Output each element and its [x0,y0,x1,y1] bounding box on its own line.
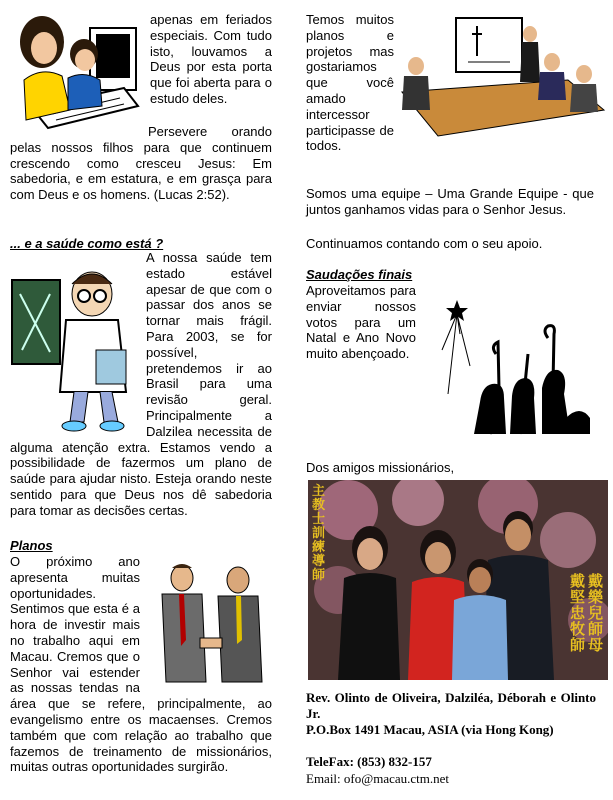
plans-float-spacer [140,554,272,684]
contact-email[interactable]: Email: ofo@macau.ctm.net [306,771,450,786]
intro-paragraph-1: apenas em feriados especiais. Com tudo isto, louvamos a Deus por esta porta que foi aberta para o estudo deles. [150,12,272,106]
greetings-paragraph: Aproveitamos para enviar nossos votos para um Natal e Ano Novo muito abençoado. [306,283,416,362]
contact-pobox: P.O.Box 1491 Macau, ASIA (via Hong Kong) [306,722,554,737]
intro-paragraph-2: Persevere orando pelas nossos filhos para que continuem crescendo como cresceu Jesus: Em sabedoria, e em estatura, e em grasça para com Deus e os homens. (Lucas 2:52). [10,124,272,203]
photo-caption-left: 主教士訓練導師 [312,483,326,582]
health-paragraph [10,250,272,519]
health-heading: ... e a saúde como está ? [10,236,164,251]
health-text: A nossa saúde tem estado estável apesar de que com o passar dos anos se tornar mais frágil. Para 2003, se for possível, pretendemos ir ao Brasil para uma revisão geral. Principalmente a Dalzilea necessita de alguma atenção extra. Estamos vendo a possibilidade de fazermos um plano de saúde para ajudar nisto. Esteja orando neste sentido para que Deus nos dê sabedoria para tomar as decisões certas. [10,250,272,518]
contact-names: Rev. Olinto de Oliveira, Dalziléa, Déborah e Olinto Jr. [306,690,596,721]
photo-caption-right-a: 戴樂兒師母 [588,574,604,654]
health-float-spacer [10,250,146,438]
plans-paragraph [10,554,272,775]
plans-heading: Planos [10,538,53,553]
contact-telefax: TeleFax: (853) 832-157 [306,754,432,769]
photo-caption-right-b: 戴堅忠牧師 [570,574,586,654]
friends-line: Dos amigos missionários, [306,460,455,475]
meeting-illustration [398,12,608,138]
family-photo [308,480,608,680]
team-paragraph-2: Somos uma equipe – Uma Grande Equipe - que juntos ganhamos vidas para o Senhor Jesus. [306,186,594,217]
greetings-heading: Saudações finais [306,267,413,282]
children-computer-illustration [12,10,140,132]
team-paragraph-1: Temos muitos planos e projetos mas gostariamos que você amado intercessor participasse de todos. [306,12,394,154]
family-photo-scene [308,480,608,680]
support-line: Continuamos contando com o seu apoio. [306,236,543,251]
nativity-silhouette-illustration [430,294,598,438]
plans-text: O próximo ano apresenta muitas oportunidades. Sentimos que esta é a hora de investir mais no trabalho aqui em Macau. Cremos que o Senhor vai estender as nossas tendas na área que se refere, principalmente, ao evangelismo entre os macaenses. Cremos também que com relação ao trabalho que fazemos de treinamento de missionários, muitas outras oportunidades surgirão. [10,554,272,775]
